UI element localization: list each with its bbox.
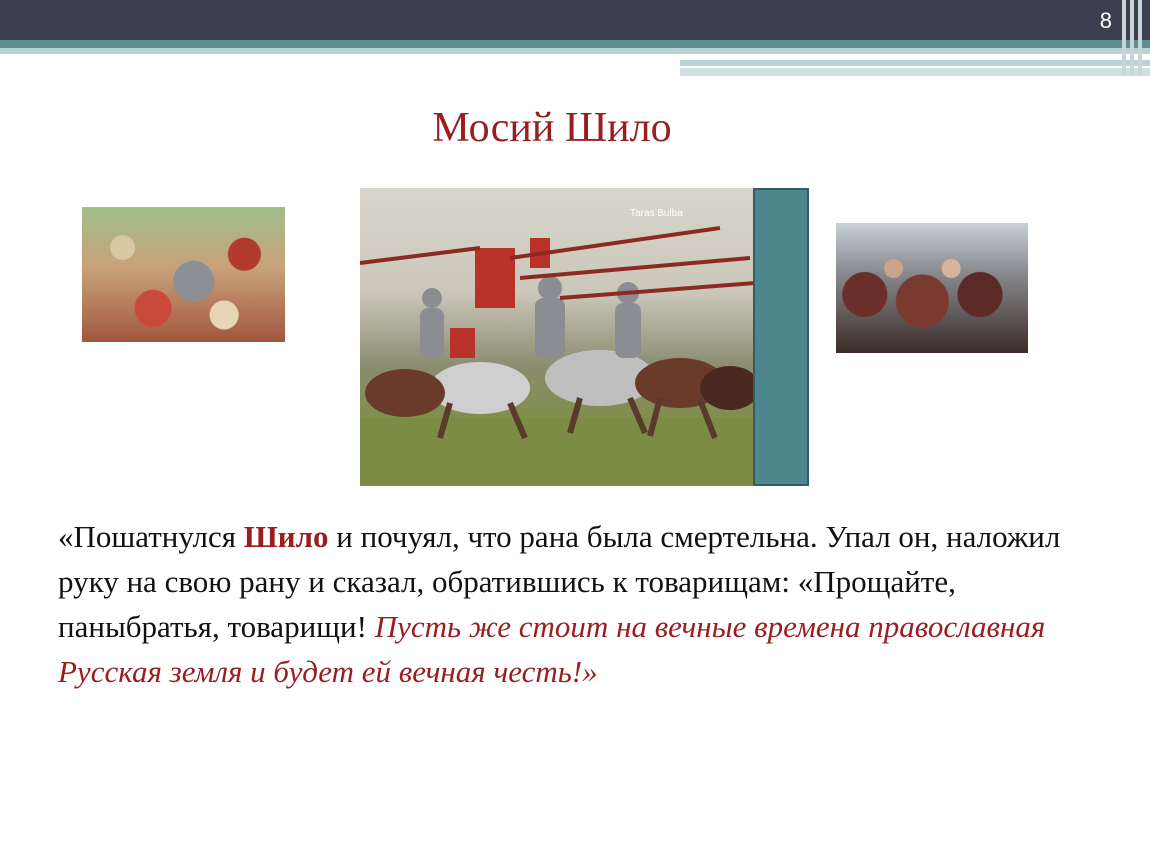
photo-right (836, 223, 1028, 353)
header-band-dark (0, 0, 1150, 40)
slide-number: 8 (1099, 8, 1112, 33)
photo-center (360, 188, 755, 486)
photo-left (82, 207, 285, 342)
header-divider (1122, 0, 1126, 76)
svg-text:Taras Bulba: Taras Bulba (630, 208, 683, 219)
header-divider (1130, 0, 1134, 76)
quote-part-2: и почуял, что рана была смертельна. Упал он, наложил руку на свою рану и сказал, обратившись к товарищам: «Прощайте, паныбратья, товарищи! (58, 519, 1061, 644)
header-divider (1138, 0, 1142, 76)
quote-text (58, 514, 1118, 694)
teal-accent-bar (753, 188, 809, 486)
quote-italic: Пусть же стоит на вечные времена православная Русская земля и будет ей вечная честь!» (58, 609, 1046, 689)
header-band-light-right (680, 60, 1150, 66)
header-band-teal (0, 40, 1150, 48)
header-band-light (0, 48, 1150, 54)
slide-title: Мосий Шило (432, 105, 672, 151)
quote-part-1: «Пошатнулся (58, 519, 244, 554)
cavalry-illustration (360, 188, 755, 486)
header-band-light-right-lower (680, 68, 1150, 76)
quote-name: Шило (243, 519, 329, 554)
